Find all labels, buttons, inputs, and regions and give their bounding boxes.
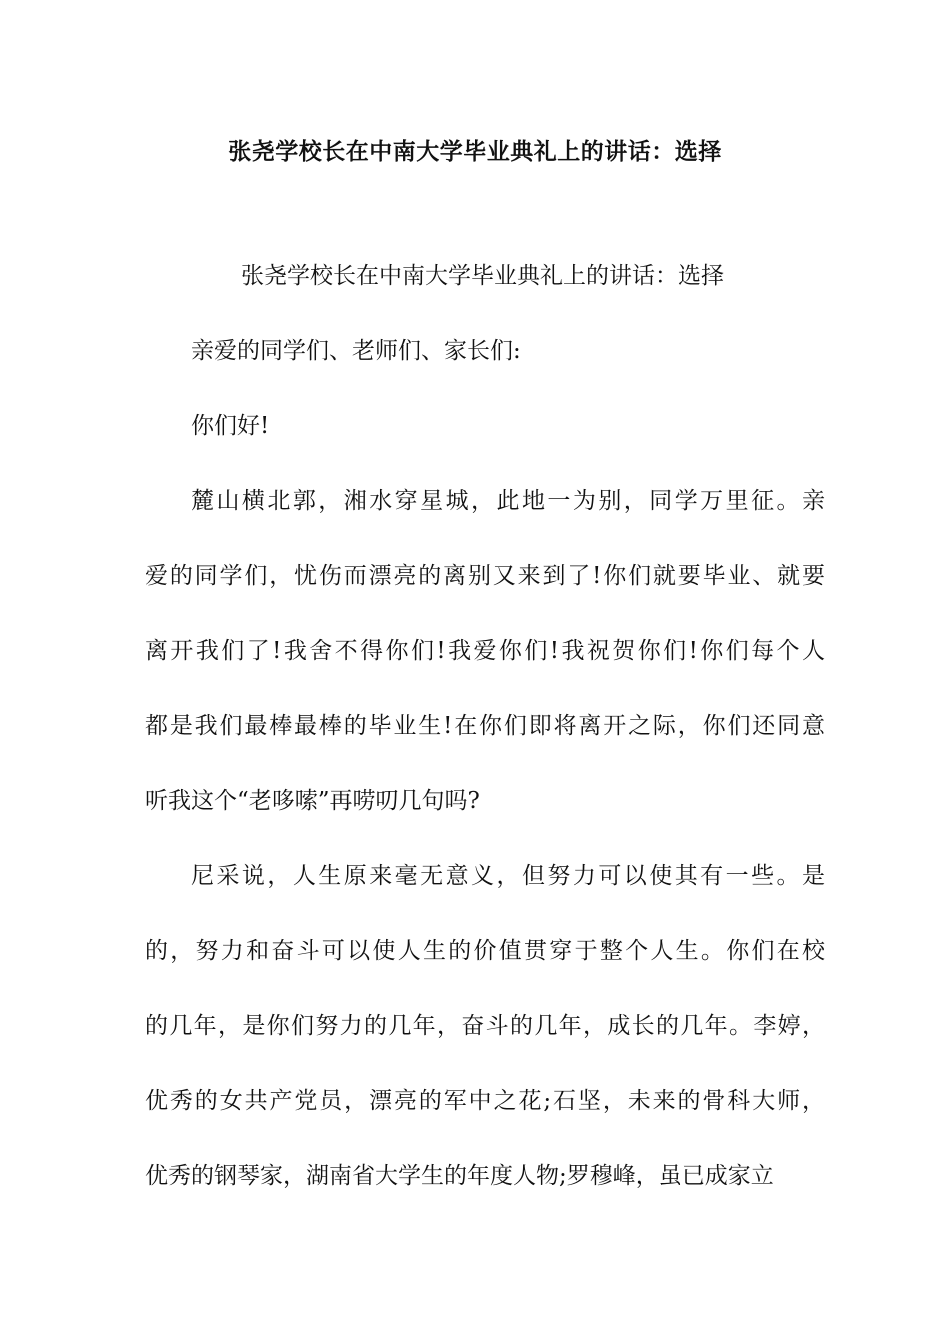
text-line: 优秀的女共产党员，漂亮的军中之花;石坚，未来的骨科大师， bbox=[145, 1088, 825, 1114]
text-line: 离开我们了!我舍不得你们!我爱你们!我祝贺你们!你们每个人 bbox=[145, 638, 825, 664]
text-line: 尼采说，人生原来毫无意义，但努力可以使其有一些。是 bbox=[191, 863, 825, 889]
document-title: 张尧学校长在中南大学毕业典礼上的讲话：选择 bbox=[228, 139, 722, 165]
text-line: 你们好! bbox=[191, 413, 270, 439]
text-line: 爱的同学们，忧伤而漂亮的离别又来到了!你们就要毕业、就要 bbox=[145, 563, 825, 589]
text-line: 的，努力和奋斗可以使人生的价值贯穿于整个人生。你们在校 bbox=[145, 938, 825, 964]
text-line: 的几年，是你们努力的几年，奋斗的几年，成长的几年。李婷， bbox=[145, 1013, 825, 1039]
text-line: 优秀的钢琴家，湖南省大学生的年度人物;罗穆峰，虽已成家立 bbox=[145, 1163, 774, 1189]
text-line: 张尧学校长在中南大学毕业典礼上的讲话：选择 bbox=[241, 263, 724, 289]
text-line: 麓山横北郭，湘水穿星城，此地一为别，同学万里征。亲 bbox=[191, 488, 825, 514]
text-line: 听我这个“老哆嗦”再唠叨几句吗? bbox=[145, 788, 480, 814]
text-line: 都是我们最棒最棒的毕业生!在你们即将离开之际，你们还同意 bbox=[145, 713, 825, 739]
text-line: 亲爱的同学们、老师们、家长们: bbox=[191, 338, 521, 364]
